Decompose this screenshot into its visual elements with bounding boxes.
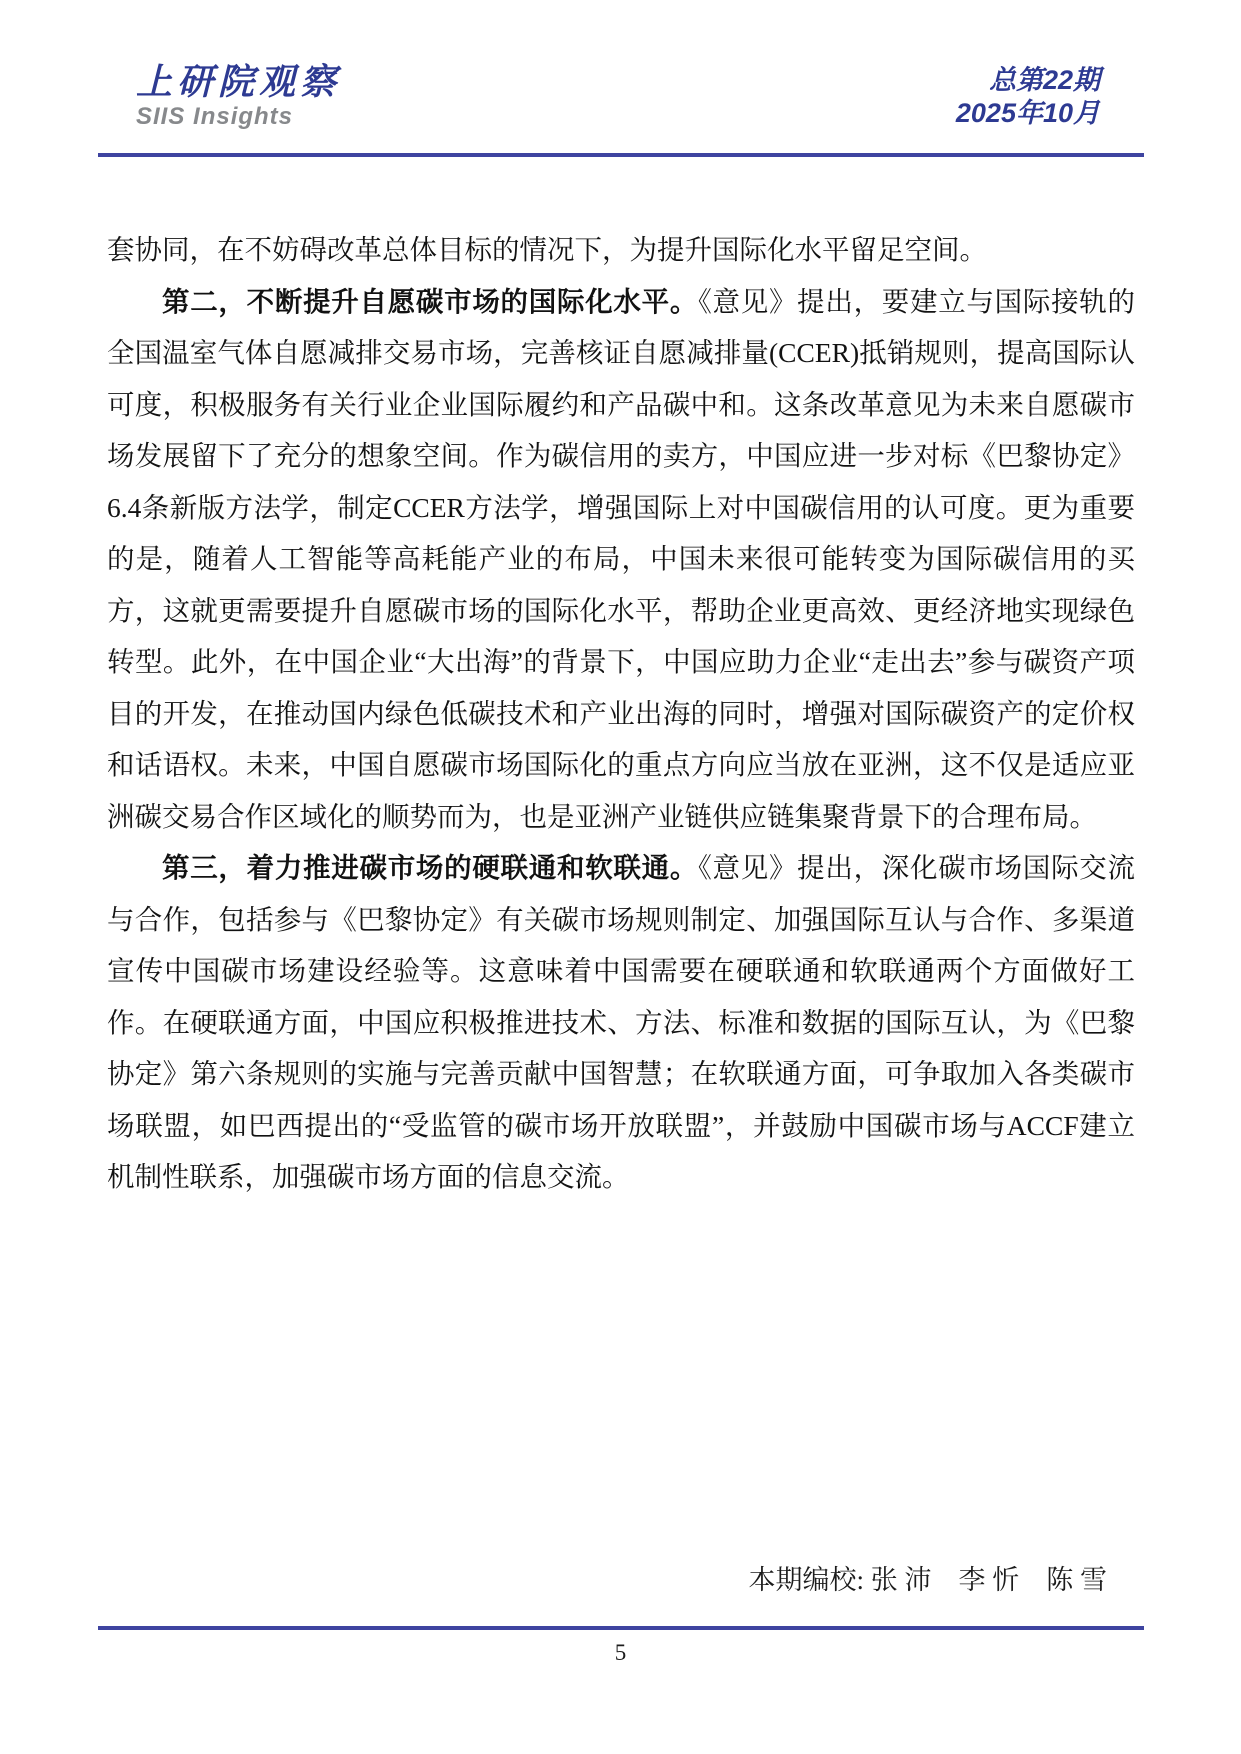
paragraph-lead: 第二，不断提升自愿碳市场的国际化水平。 [162, 285, 699, 317]
header-logo [136, 62, 341, 130]
paragraph-text: 《意见》提出，深化碳市场国际交流与合作，包括参与《巴黎协定》有关碳市场规则制定、加强国际互认与合作、多渠道宣传中国碳市场建设经验等。这意味着中国需要在硬联通和软联通两个方面做好工作。在硬联通方面，中国应积极推进技术、方法、标准和数据的国际互认，为《巴黎协定》第六条规则的实施与完善贡献中国智慧；在软联通方面，可争取加入各类碳市场联盟，如巴西提出的“受监管的碳市场开放联盟”，并鼓励中国碳市场与ACCF建立机制性联系，加强碳市场方面的信息交流。 [107, 852, 1136, 1192]
issue-date: 2025年10月 [955, 98, 1100, 128]
paragraph-text: 套协同，在不妨碍改革总体目标的情况下，为提升国际化水平留足空间。 [107, 234, 987, 265]
paragraph-text: 《意见》提出，要建立与国际接轨的全国温室气体自愿减排交易市场，完善核证自愿减排量(CCER)抵销规则，提高国际认可度，积极服务有关行业企业国际履约和产品碳中和。这条改革意见为未来自愿碳市场发展留下了充分的想象空间。作为碳信用的卖方，中国应进一步对标《巴黎协定》6.4条新版方法学，制定CCER方法学，增强国际上对中国碳信用的认可度。更为重要的是，随着人工智能等高耗能产业的布局，中国未来很可能转变为国际碳信用的买方，这就更需要提升自愿碳市场的国际化水平，帮助企业更高效、更经济地实现绿色转型。此外，在中国企业“大出海”的背景下，中国应助力企业“走出去”参与碳资产项目的开发，在推动国内绿色低碳技术和产业出海的同时，增强对国际碳资产的定价权和话语权。未来，中国自愿碳市场国际化的重点方向应当放在亚洲，这不仅是适应亚洲碳交易合作区域化的顺势而为，也是亚洲产业链供应链集聚背景下的合理布局。 [107, 285, 1136, 832]
paragraph-continuation [107, 224, 1135, 276]
issue-number: 总第22期 [988, 65, 1100, 95]
issue-info [956, 64, 1100, 130]
paragraph-third-point [107, 842, 1135, 1203]
header-rule [98, 153, 1144, 157]
paragraph-second-point [107, 276, 1135, 843]
paragraph-lead: 第三，着力推进碳市场的硬联通和软联通。 [162, 852, 699, 883]
logo-english-title: SIIS Insights [136, 103, 294, 130]
article-body [107, 224, 1135, 1203]
logo-chinese-title: 上研院观察 [136, 62, 342, 102]
page-number: 5 [614, 1640, 627, 1665]
footer-rule [98, 1626, 1144, 1630]
editors-credit: 本期编校: 张 沛 李 忻 陈 雪 [748, 1565, 1107, 1595]
